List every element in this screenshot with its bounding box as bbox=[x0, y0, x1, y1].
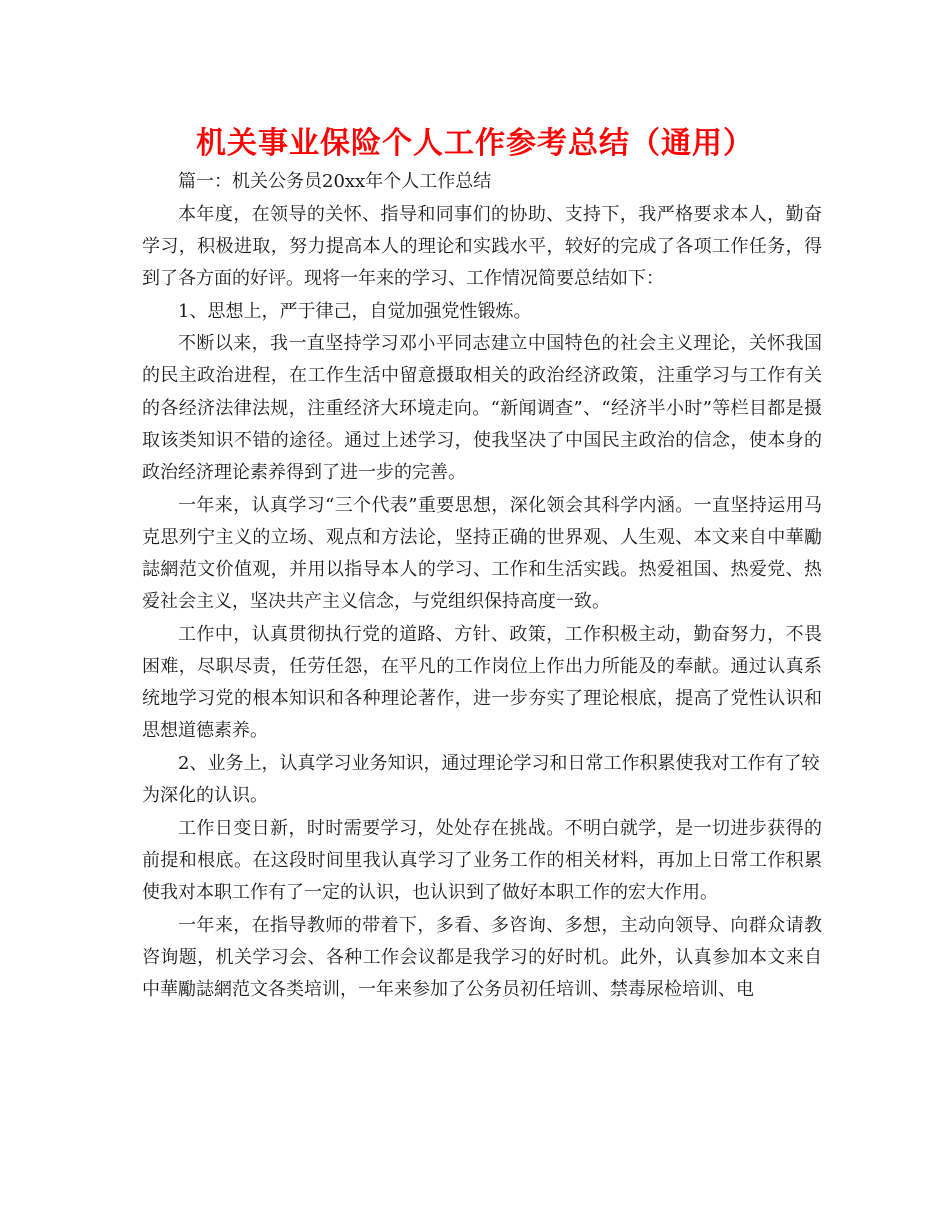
document-body bbox=[142, 166, 822, 1007]
paragraph: 本年度，在领导的关怀、指导和同事们的协助、支持下，我严格要求本人，勤奋学习，积极进取，努力提高本人的理论和实践水平，较好的完成了各项工作任务，得到了各方面的好评。现将一年来的学习、工作情况简要总结如下： bbox=[142, 203, 822, 289]
paragraph: 工作中，认真贯彻执行党的道路、方针、政策，工作积极主动，勤奋努力，不畏困难，尽职尽责，任劳任怨，在平凡的工作岗位上作出力所能及的奉献。通过认真系统地学习党的根本知识和各种理论著作，进一步夯实了理论根底，提高了党性认识和思想道德素养。 bbox=[142, 623, 822, 742]
point-heading: 2、业务上，认真学习业务知识，通过理论学习和日常工作积累使我对工作有了较为深化的认识。 bbox=[142, 753, 820, 807]
document-title: 机关事业保险个人工作参考总结（通用） bbox=[196, 126, 754, 161]
paragraph: 工作日变日新，时时需要学习，处处存在挑战。不明白就学，是一切进步获得的前提和根底。在这段时间里我认真学习了业务工作的相关材料，再加上日常工作积累使我对本职工作有了一定的认识，也认识到了做好本职工作的宏大作用。 bbox=[142, 817, 822, 904]
paragraph: 一年来，认真学习“三个代表”重要思想，深化领会其科学内涵。一直坚持运用马克思列宁主义的立场、观点和方法论，坚持正确的世界观、人生观、本文来自中華勵誌網范文价值观，并用以指导本人的学习、工作和生活实践。热爱祖国、热爱党、热爱社会主义，坚决共产主义信念，与党组织保持高度一致。 bbox=[142, 494, 822, 613]
point-heading: 1、思想上，严于律己，自觉加强党性锻炼。 bbox=[178, 300, 532, 322]
paragraph: 一年来，在指导教师的带着下，多看、多咨询、多想，主动向领导、向群众请教咨询题，机关学习会、各种工作会议都是我学习的好时机。此外，认真参加本文来自中華勵誌網范文各类培训，一年来参加了公务员初任培训、禁毒尿检培训、电 bbox=[142, 914, 822, 1001]
paragraph: 不断以来，我一直坚持学习邓小平同志建立中国特色的社会主义理论，关怀我国的民主政治进程，在工作生活中留意摄取相关的政治经济政策，注重学习与工作有关的各经济法律法规，注重经济大环境走向。“新闻调查”、“经济半小时”等栏目都是摄取该类知识不错的途径。通过上述学习，使我坚决了中国民主政治的信念，使本身的政治经济理论素养得到了进一步的完善。 bbox=[142, 333, 822, 483]
section-heading: 篇一：机关公务员20xx年个人工作总结 bbox=[178, 171, 492, 192]
